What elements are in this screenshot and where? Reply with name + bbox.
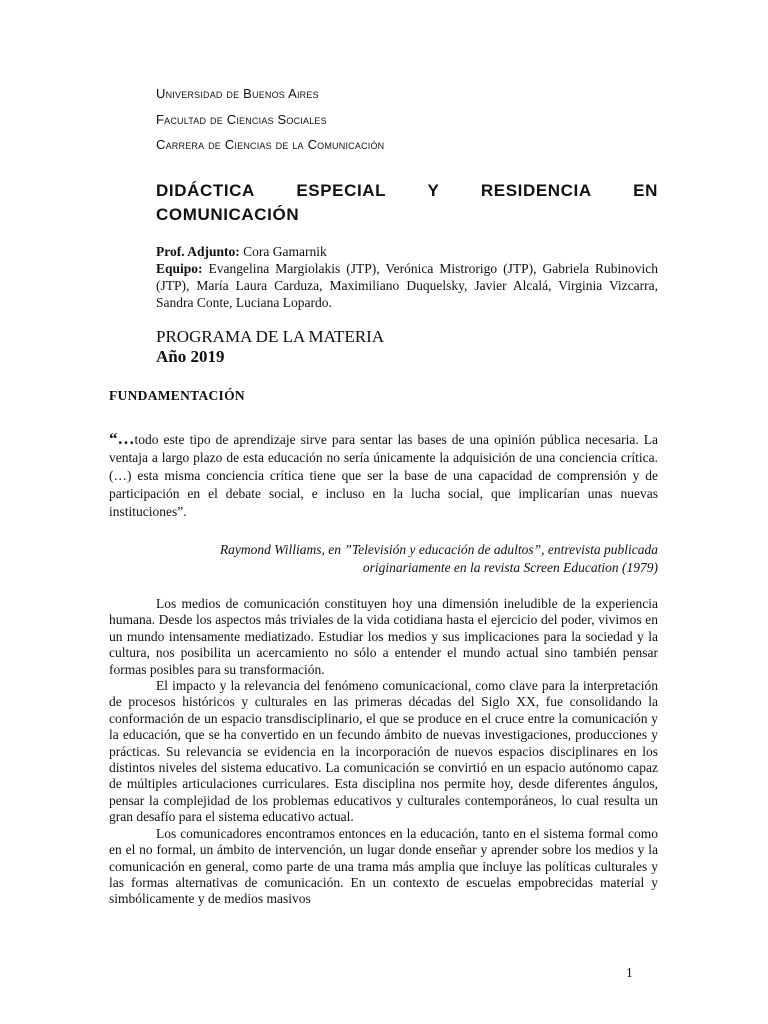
epigraph-quote bbox=[109, 430, 658, 521]
adjunto-label: Prof. Adjunto: bbox=[156, 244, 240, 259]
citation-line1: Raymond Williams, en ”Televisión y educación de adultos”, entrevista publicada bbox=[219, 542, 658, 557]
section-heading: FUNDAMENTACIÓN bbox=[109, 388, 245, 403]
page-number: 1 bbox=[626, 965, 633, 980]
program-year: Año 2019 bbox=[156, 347, 225, 366]
quote-text: todo este tipo de aprendizaje sirve para sentar las bases de una opinión pública necesaria. La ventaja a largo plazo de esta educación no sería únicamente la adquisición de una conciencia crítica. (…) esta misma conciencia crítica tiene que ser la base de una capacidad de comprensión y de participación en el debate social, e incluso en la lucha social, que implicarían unas nuevas instituciones”. bbox=[109, 432, 658, 519]
equipo-label: Equipo: bbox=[156, 261, 203, 276]
quote-open-dots: “… bbox=[109, 429, 135, 448]
title-word: EN bbox=[633, 181, 658, 200]
body-text bbox=[109, 596, 658, 908]
course-title-line2: COMUNICACIÓN bbox=[156, 205, 300, 224]
course-title-line1 bbox=[156, 181, 658, 201]
adjunto-line bbox=[156, 243, 658, 260]
program-heading: PROGRAMA DE LA MATERIA bbox=[156, 327, 385, 346]
adjunto-name: Cora Gamarnik bbox=[243, 244, 327, 259]
staff-block bbox=[156, 243, 658, 311]
university-name: Universidad de Buenos Aires bbox=[156, 86, 319, 101]
body-paragraph: Los comunicadores encontramos entonces en la educación, tanto en el sistema formal como en el no formal, un ámbito de intervención, un lugar donde enseñar y aprender sobre los medios y la comunicación en general, como parte de una trama más amplia que incluye las políticas culturales y las formas alternativas de comunicación. En un contexto de escuelas empobrecidas material y simbólicamente y de medios masivos bbox=[109, 825, 658, 907]
equipo-line bbox=[156, 260, 658, 311]
faculty-name: Facultad de Ciencias Sociales bbox=[156, 112, 327, 127]
equipo-names: Evangelina Margiolakis (JTP), Verónica Mistrorigo (JTP), Gabriela Rubinovich (JTP), María Laura Carduza, Maximiliano Duquelsky, Javier Alcalá, Virginia Vizcarra, Sandra Conte, Luciana Lopardo. bbox=[156, 261, 659, 310]
quote-citation bbox=[109, 541, 658, 577]
citation-line2: originariamente en la revista Screen Education (1979) bbox=[362, 560, 658, 575]
title-word: ESPECIAL bbox=[296, 181, 387, 200]
body-paragraph: El impacto y la relevancia del fenómeno comunicacional, como clave para la interpretación de procesos históricos y culturales en las primeras décadas del Siglo XX, fue consolidando la conformación de un espacio transdisciplinario, el que se produce en el cruce entre la comunicación y la educación, que se ha convertido en un fecundo ámbito de nuevas investigaciones, producciones y prácticas. Su relevancia se evidencia en la incorporación de nuevos espacios disciplinares en los distintos niveles del sistema educativo. La comunicación se convirtió en un espacio autónomo capaz de múltiples articulaciones curriculares. Esta disciplina nos permite hoy, desde diferentes ángulos, pensar la complejidad de los problemas educativos y culturales contemporáneos, lo cual resulta un gran desafío para el sistema educativo actual. bbox=[109, 678, 658, 825]
program-block bbox=[156, 327, 384, 367]
title-word: Y bbox=[427, 181, 440, 200]
career-name: Carrera de Ciencias de la Comunicación bbox=[156, 137, 385, 152]
body-paragraph: Los medios de comunicación constituyen hoy una dimensión ineludible de la experiencia humana. Desde los aspectos más triviales de la vida cotidiana hasta el ejercicio del poder, vivimos en un mundo intensamente mediatizado. Estudiar los medios y sus implicaciones para la sociedad y la cultura, nos posibilita un acercamiento no sólo a entender el mundo actual sino también pensar formas posibles para su transformación. bbox=[109, 596, 658, 677]
title-word: DIDÁCTICA bbox=[156, 181, 255, 200]
course-title bbox=[156, 181, 658, 225]
title-word: RESIDENCIA bbox=[480, 181, 592, 200]
